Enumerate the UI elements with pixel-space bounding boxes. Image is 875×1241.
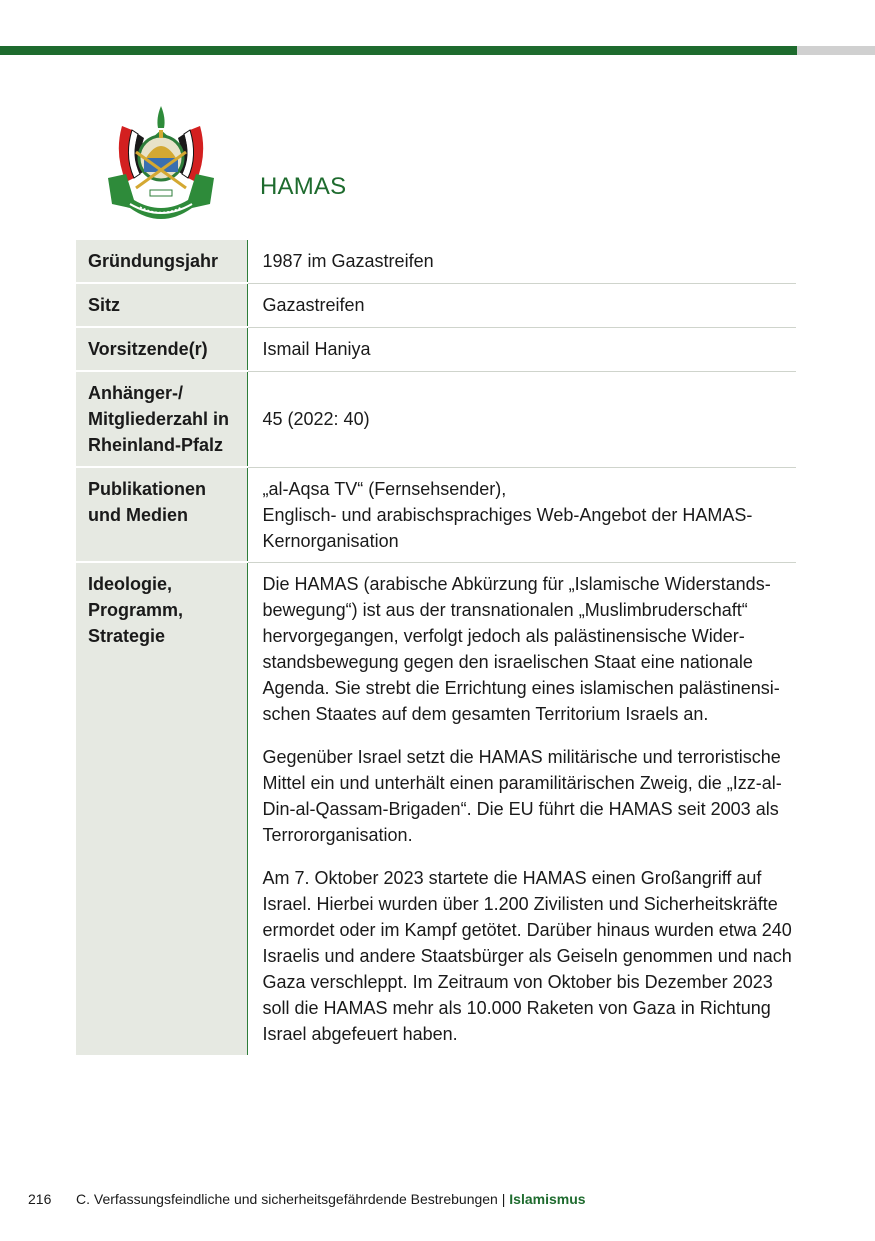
row-label: Gründungsjahr: [76, 240, 247, 283]
row-label: Publikationen und Medien: [76, 467, 247, 562]
row-value: 45 (2022: 40): [247, 371, 796, 467]
ideology-paragraph: Die HAMAS (arabische Abkürzung für „Islamische Widerstands-bewegung“) ist aus der transnationalen „Muslimbruderschaft“ hervorgegangen, verfolgt jedoch als palästinensische Wider-standsbewegung gegen den israelischen Staat eine nationale Agenda. Sie strebt die Errichtung eines islamischen palästinensi-schen Staates auf dem gesamten Territorium Israels an.: [262, 573, 780, 724]
row-value: Gazastreifen: [247, 283, 796, 327]
row-value: 1987 im Gazastreifen: [247, 240, 796, 283]
publication-line: „al-Aqsa TV“ (Fernsehsender),: [262, 478, 507, 499]
table-row-seat: [76, 283, 796, 327]
footer-subsection: Islamismus: [509, 1191, 586, 1207]
table-row-chair: [76, 327, 796, 371]
header-secondary-bar: [797, 46, 875, 55]
row-value: Ismail Haniya: [247, 327, 796, 371]
hamas-emblem-icon: [104, 104, 218, 226]
table-row-members: [76, 371, 796, 467]
publication-line: Englisch- und arabischsprachiges Web-Angebot der HAMAS-Kernorganisation: [262, 504, 753, 551]
row-label: Ideologie, Programm, Strategie: [76, 562, 247, 1055]
row-label: Sitz: [76, 283, 247, 327]
row-value: [247, 562, 796, 1055]
row-label: Vorsitzende(r): [76, 327, 247, 371]
ideology-paragraph: Gegenüber Israel setzt die HAMAS militärische und terroristische Mittel ein und unterhält einen paramilitärischen Zweig, die „Izz-al-Din-al-Qassam-Brigaden“. Die EU führt die HAMAS seit 2003 als Terrororganisation.: [262, 746, 782, 845]
row-label: Anhänger-/ Mitgliederzahl in Rheinland-Pfalz: [76, 371, 247, 467]
table-row-ideology: [76, 562, 796, 1055]
page-number: 216: [28, 1191, 52, 1207]
footer-separator: |: [497, 1191, 510, 1207]
fact-table: [76, 240, 796, 1055]
table-row-founding-year: [76, 240, 796, 283]
footer-section: C. Verfassungsfeindliche und sicherheitsgefährdende Bestrebungen: [76, 1191, 498, 1207]
header-accent-bar: [0, 46, 797, 55]
page-footer: [28, 1191, 586, 1207]
table-row-publications: [76, 467, 796, 562]
page-title: HAMAS: [260, 173, 347, 200]
ideology-paragraph: Am 7. Oktober 2023 startete die HAMAS einen Großangriff auf Israel. Hierbei wurden über 1.200 Zivilisten und Sicherheitskräfte ermordet oder im Kampf getötet. Darüber hinaus wurden etwa 240 Israelis und andere Staatsbürger als Geiseln genommen und nach Gaza verschleppt. Im Zeitraum von Oktober bis Dezember 2023 soll die HAMAS mehr als 10.000 Raketen von Gaza in Richtung Israel abgefeuert haben.: [262, 867, 792, 1044]
row-value: [247, 467, 796, 562]
